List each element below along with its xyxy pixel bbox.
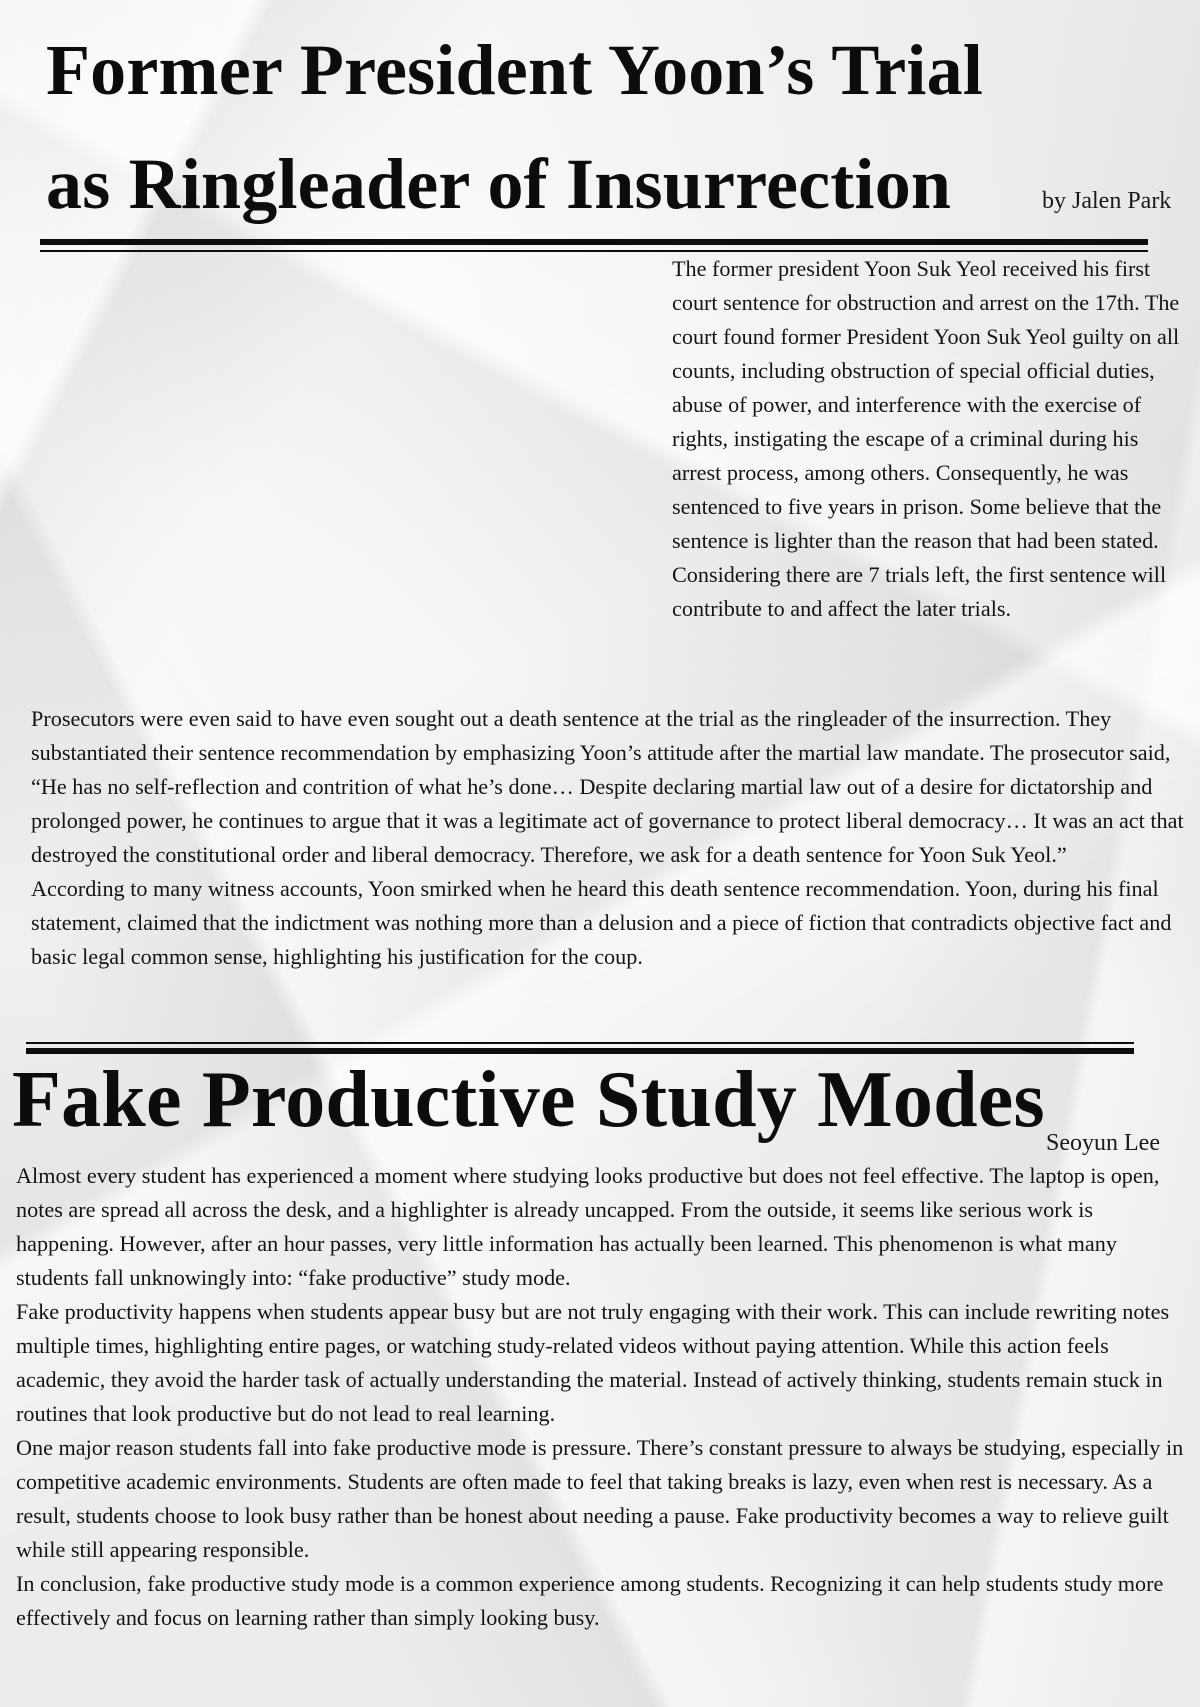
headline-divider-thick <box>40 239 1148 245</box>
article-paragraph: Prosecutors were even said to have even sought out a death sentence at the trial as the ringleader of the insurrection. They substantiated their sentence recommendation by emphasizing Yoon’s attitude after the martial law mandate. The prosecutor said, “He has no self-reflection and contrition of what he’s done… Despite declaring martial law out of a desire for dictatorship and prolonged power, he continues to argue that it was a legitimate act of governance to protect liberal democracy… It was an act that destroyed the constitutional order and liberal democracy. Therefore, we ask for a death sentence for Yoon Suk Yeol.” <box>31 706 1184 867</box>
article-title-line2: as Ringleader of Insurrection <box>46 144 952 224</box>
article-paragraph: One major reason students fall into fake productive mode is pressure. There’s constant pressure to always be studying, especially in competitive academic environments. Students are often made to feel that taking breaks is lazy, even when rest is necessary. As a result, students choose to look busy rather than be honest about needing a pause. Fake productivity becomes a way to relieve guilt while still appearing responsible. <box>16 1435 1184 1562</box>
section-divider-thin <box>26 1042 1134 1044</box>
article-byline: Seoyun Lee <box>1046 1130 1160 1156</box>
article-title-line1: Former President Yoon’s Trial <box>46 30 984 110</box>
article-paragraph: According to many witness accounts, Yoon smirked when he heard this death sentence recommendation. Yoon, during his final statement, claimed that the indictment was nothing more than a delusion and a piece of fiction that contradicts objective fact and basic legal common sense, highlighting his justification for the coup. <box>31 876 1172 969</box>
article-body <box>31 702 1191 974</box>
article-paragraph: Fake productivity happens when students appear busy but are not truly engaging with their work. This can include rewriting notes multiple times, highlighting entire pages, or watching study-related videos without paying attention. While this action feels academic, they avoid the harder task of actually understanding the material. Instead of actively thinking, students remain stuck in routines that look productive but do not lead to real learning. <box>16 1299 1170 1426</box>
article-byline: by Jalen Park <box>1042 188 1172 214</box>
article-intro-column: The former president Yoon Suk Yeol received his first court sentence for obstruction and arrest on the 17th. The court found former President Yoon Suk Yeol guilty on all counts, including obstruction of special official duties, abuse of power, and interference with the exercise of rights, instigating the escape of a criminal during his arrest process, among others. Consequently, he was sentenced to five years in prison. Some believe that the sentence is lighter than the reason that had been stated. Considering there are 7 trials left, the first sentence will contribute to and affect the later trials. <box>672 256 1180 621</box>
article-body <box>16 1159 1186 1635</box>
article-paragraph: Almost every student has experienced a moment where studying looks productive but does not feel effective. The laptop is open, notes are spread all across the desk, and a highlighter is already uncapped. From the outside, it seems like serious work is happening. However, after an hour passes, very little information has actually been learned. This phenomenon is what many students fall unknowingly into: “fake productive” study mode. <box>16 1163 1160 1290</box>
article-paragraph: In conclusion, fake productive study mode is a common experience among students. Recognizing it can help students study more effectively and focus on learning rather than simply looking busy. <box>16 1571 1164 1630</box>
article-title: Fake Productive Study Modes <box>12 1056 1045 1144</box>
